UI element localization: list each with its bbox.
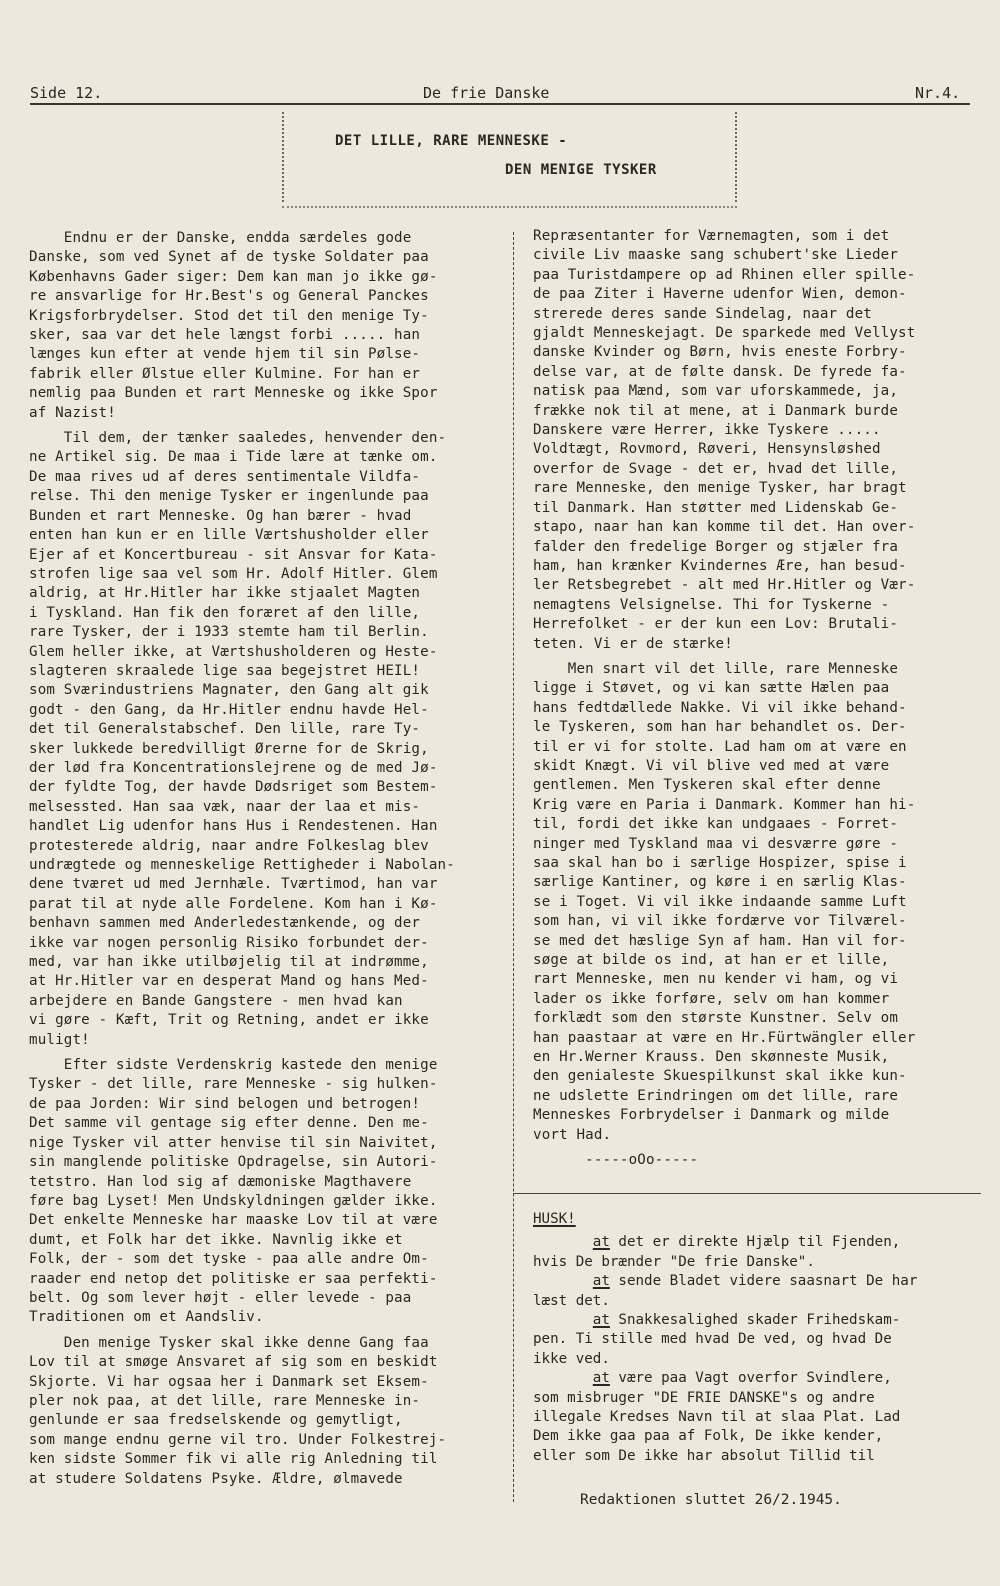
title-frame-bottom [282,206,737,208]
closing-note: Redaktionen sluttet 26/2.1945. [580,1492,842,1508]
notice-text: det er direkte Hjælp til Fjenden, hvis De brænder "De frie Danske". [533,1234,901,1270]
page-number: Side 12. [30,84,103,102]
title-frame-right [735,112,737,202]
notice-heading: HUSK! [533,1211,576,1227]
notice-separator [513,1193,981,1194]
issue-number: Nr.4. [915,84,961,102]
notice-item [533,1272,983,1311]
paragraph: Efter sidste Verdenskrig kastede den menige Tysker - det lille, rare Menneske - sig hulken- de paa Jorden: Wir sind belogen und betrogen! Det samme vil gentage sig efter denne. Den me- nige Tysker vil atter henvise til sin Naivitet, sin manglende politiske Opdragelse, sin Autori- tetstro. Han lod sig af dæmoniske Magthavere føre bag Lyset! Men Undskyldningen gælder ikke. Det enkelte Menneske har maaske Lov til at være dumt, et Folk har det ikke. Navnlig ikke et Folk, der - som det tyske - paa alle andre Om- raader end netop det politiske er saa perfekti- belt. Og som lever højt - eller levede - paa Traditionen om et Aandsliv. [29,1057,438,1326]
paragraph: Men snart vil det lille, rare Menneske ligge i Støvet, og vi kan sætte Hælen paa hans fedtdællede Nakke. Vi vil ikke behand- le Tyskeren, som han har behandlet os. Der- til er vi for stolte. Lad ham om at være en skidt Knægt. Vi vil blive ved med at være gentlemen. Men Tyskeren skal efter denne Krig være en Paria i Danmark. Kommer han hi- til, fordi det ikke kan undgaaes - Forret- ninger med Tyskland maa vi desværre gøre - saa skal han bo i særlige Hospizer, spise i særlige Kantiner, og køre i en særlig Klas- se i Toget. Vi vil ikke indaande samme Luft som han, vi vil ikke fordærve vor Tilværel- se med det hæslige Syn af ham. Han vil for- søge at bilde os ind, at han er et lille, rart Menneske, men nu kender vi ham, og vi lader os ikke forføre, selv om han kommer forklædt som den største Kunstner. Selv om han paastaar at være en Hr.Fürtwängler eller en Hr.Werner Krauss. Den skønneste Musik, den genialeste Skuespilkunst skal ikke kun- ne udslette Erindringen om det lille, rare Menneskes Forbrydelser i Danmark og milde vort Had. [533,660,916,1143]
notice-box [533,1210,983,1466]
right-column [533,227,988,1177]
notice-text: være paa Vagt overfor Svindlere, som misbruger "DE FRIE DANSKE"s og andre illegale Kredses Navn til at slaa Plat. Lad Dem ikke gaa paa af Folk, De ikke kender, eller som De ikke har absolut Tillid til [533,1370,901,1464]
paragraph: Endnu er der Danske, endda særdeles gode Danske, som ved Synet af de tyske Soldater paa Københavns Gader siger: Dem kan man jo ikke gø- re ansvarlige for Hr.Best's og General Panckes Krigsforbrydelser. Stod det til den menige Ty- sker, saa var det hele længst forbi ..... han længes kun efter at vende hjem til sin Pølse- fabrik eller Ølstue eller Kulmine. For han er nemlig paa Bunden et rart Menneske og ikke Spor af Nazist! [29,230,438,421]
header-rule [30,103,970,105]
notice-item [533,1233,983,1272]
notice-item [533,1311,983,1369]
ornament: -----oOo----- [533,1152,699,1169]
notice-lead: at [592,1312,610,1329]
notice-text: Snakkesalighed skader Frihedskam- pen. Ti stille med hvad De ved, og hvad De ikke ved. [533,1312,901,1367]
paper-name: De frie Danske [423,84,550,102]
title-frame-left [282,112,284,202]
column-divider [513,232,514,1502]
paragraph: Til dem, der tænker saaledes, henvender den- ne Artikel sig. De maa i Tide lære at tænke om. De maa rives ud af deres sentimentale Vildfa- relse. Thi den menige Tysker er ingenlunde paa Bunden et rart Menneske. Og han bærer - hvad enten han kun er en lille Værtshusholder eller Ejer af et Koncertbureau - sit Ansvar for Kata- strofen lige saa vel som Hr. Adolf Hitler. Glem aldrig, at Hr.Hitler har ikke stjaalet Magten i Tyskland. Han fik den foræret af den lille, rare Tysker, der i 1933 stemte ham til Berlin. Glem heller ikke, at Værtshusholderen og Heste- slagteren skraalede lige saa begejstret HEIL! som Sværindustriens Magnater, den Gang alt gik godt - den Gang, da Hr.Hitler endnu havde Hel- det til Generalstabschef. Den lille, rare Ty- sker lukkede beredvilligt Ørerne for de Skrig, der lød fra Koncentrationslejrene og de med Jø- der fyldte Tog, der havde Dødsriget som Bestem- melsessted. Han saa væk, naar der laa et mis- handlet Lig udenfor hans Hus i Rendestenen. Han protesterede aldrig, naar andre Folkeslag blev undrægtede og menneskelige Rettigheder i Nabolan- dene tværet ud med Jernhæle. Tværtimod, han var parat til at nyde alle Fordelene. Kom han i Kø- benhavn sammen med Anderledestænkende, og der ikke var nogen personlig Risiko forbundet der- med, var han ikke utilbøjelig til at indrømme, at Hr.Hitler var en desperat Mand og hans Med- arbejdere en Bande Gangstere - men hvad kan vi gøre - Kæft, Trit og Retning, andet er ikke muligt! [29,430,455,1048]
notice-lead: at [592,1234,610,1251]
article-title: DET LILLE, RARE MENNESKE - [335,133,568,149]
notice-lead: at [592,1370,610,1387]
article-subtitle: DEN MENIGE TYSKER [505,162,657,178]
notice-text: sende Bladet videre saasnart De har læst det. [533,1273,918,1309]
notice-lead: at [592,1273,610,1290]
left-column [29,229,507,1495]
notice-item [533,1369,983,1466]
paragraph: Repræsentanter for Værnemagten, som i det civile Liv maaske sang schubert'ske Lieder paa Turistdampere op ad Rhinen eller spille- de paa Ziter i Haverne udenfor Wien, demon- strerede deres sande Sindelag, naar det gjaldt Menneskejagt. De sparkede med Vellyst danske Kvinder og Børn, hvis eneste Forbry- delse var, at de følte dansk. De fyrede fa- natisk paa Mænd, som var uforskammede, ja, frække nok til at mene, at i Danmark burde Danskere være Herrer, ikke Tyskere ..... Voldtægt, Rovmord, Røveri, Hensynsløshed overfor de Svage - det er, hvad det lille, rare Menneske, den menige Tysker, har bragt til Danmark. Han støtter med Lidenskab Ge- stapo, naar han kan komme til det. Han over- falder den fredelige Borger og stjæler fra ham, han krænker Kvindernes Ære, han besud- ler Retsbegrebet - alt med Hr.Hitler og Vær- nemagtens Velsignelse. Thi for Tyskerne - Herrefolket - er der kun een Lov: Brutali- teten. Vi er de stærke! [533,228,916,652]
paragraph: Den menige Tysker skal ikke denne Gang faa Lov til at smøge Ansvaret af sig som en beskidt Skjorte. Vi har ogsaa her i Danmark set Eksem- pler nok paa, at det lille, rare Menneske in- genlunde er saa fredselskende og gemytligt, som mange endnu gerne vil tro. Under Folkestrej- ken sidste Sommer fik vi alle rig Anledning til at studere Soldatens Psyke. Ældre, ølmavede [29,1334,447,1487]
